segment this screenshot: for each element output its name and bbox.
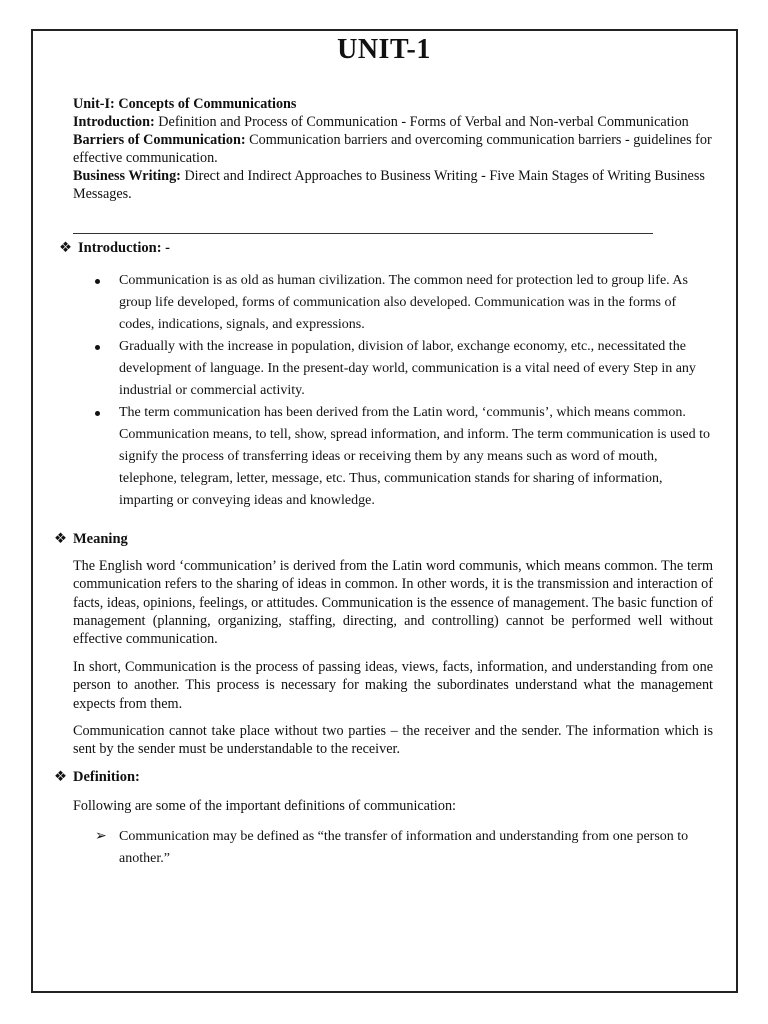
definition-list-item <box>95 826 710 870</box>
introduction-topics: Definition and Process of Communication - Forms of Verbal and Non-verbal Communication <box>154 114 689 130</box>
barriers-topics: Communication barriers and overcoming communication barriers - guidelines for effective communication. <box>73 132 712 166</box>
introduction-heading-text: Introduction: - <box>78 240 170 256</box>
bullet-text: The term communication has been derived from the Latin word, ‘communis’, which means common. Communication means, to tell, show, spread information, and inform. The term communication is used to signify the process of transferring ideas or receiving them by any means such as word of mouth, telephone, telegram, letter, message, etc. Thus, communication stands for sharing of information, imparting or conveying ideas and knowledge. <box>119 405 711 508</box>
meaning-paragraph: The English word ‘communication’ is derived from the Latin word communis, which means common. The term communication refers to the sharing of ideas in common. In other words, it is the transmission and interaction of facts, ideas, opinions, feelings, or attitudes. Communication is the essence of management. The basic function of management (planning, organizing, staffing, directing, and controlling) cannot be performed well without effective communication. <box>73 558 713 648</box>
meaning-paragraph: Communication cannot take place without two parties – the receiver and the sender. The information which is sent by the sender must be understandable to the receiver. <box>73 723 713 758</box>
business-writing-topics: Direct and Indirect Approaches to Business Writing - Five Main Stages of Writing Business Messages. <box>73 168 705 202</box>
bullet-text: Gradually with the increase in population, division of labor, exchange economy, etc., necessitated the development of language. In the present-day world, communication is a vital need of every Step in any industrial or commercial activity. <box>119 339 696 398</box>
introduction-bullet-list <box>95 270 710 512</box>
meaning-paragraph: In short, Communication is the process of passing ideas, views, facts, information, and understanding from one person to another. This process is necessary for making the subordinates understand what the management expects from them. <box>73 659 713 712</box>
definition-intro: Following are some of the important definitions of communication: <box>73 798 456 814</box>
introduction-label: Introduction: <box>73 114 155 130</box>
syllabus-business-writing <box>73 167 713 203</box>
bullet-dot-icon <box>95 345 100 350</box>
arrowhead-icon: ➢ <box>95 829 107 844</box>
list-item <box>95 402 710 512</box>
bullet-dot-icon <box>95 279 100 284</box>
divider-line <box>73 233 653 234</box>
list-item <box>95 270 710 336</box>
business-writing-label: Business Writing: <box>73 168 181 184</box>
meaning-heading <box>54 531 128 548</box>
page-title: UNIT-1 <box>337 34 431 65</box>
unit-heading: Unit-I: Concepts of Communications <box>73 96 297 112</box>
syllabus-introduction <box>73 113 713 131</box>
barriers-label: Barriers of Communication: <box>73 132 246 148</box>
definition-text: Communication may be defined as “the transfer of information and understanding from one person to another.” <box>119 829 689 866</box>
bullet-dot-icon <box>95 411 100 416</box>
meaning-heading-text: Meaning <box>73 531 128 547</box>
bullet-text: Communication is as old as human civilization. The common need for protection led to group life. As group life developed, forms of communication also developed. Communication was in the forms of codes, indications, signals, and expressions. <box>119 273 688 332</box>
diamond-cross-icon: ❖ <box>59 240 72 256</box>
syllabus-barriers <box>73 131 713 167</box>
definition-heading-text: Definition: <box>73 769 140 785</box>
syllabus-block <box>73 95 713 203</box>
diamond-cross-icon: ❖ <box>54 531 67 547</box>
list-item <box>95 336 710 402</box>
diamond-cross-icon: ❖ <box>54 769 67 785</box>
introduction-heading <box>59 240 170 257</box>
definition-heading <box>54 769 140 786</box>
